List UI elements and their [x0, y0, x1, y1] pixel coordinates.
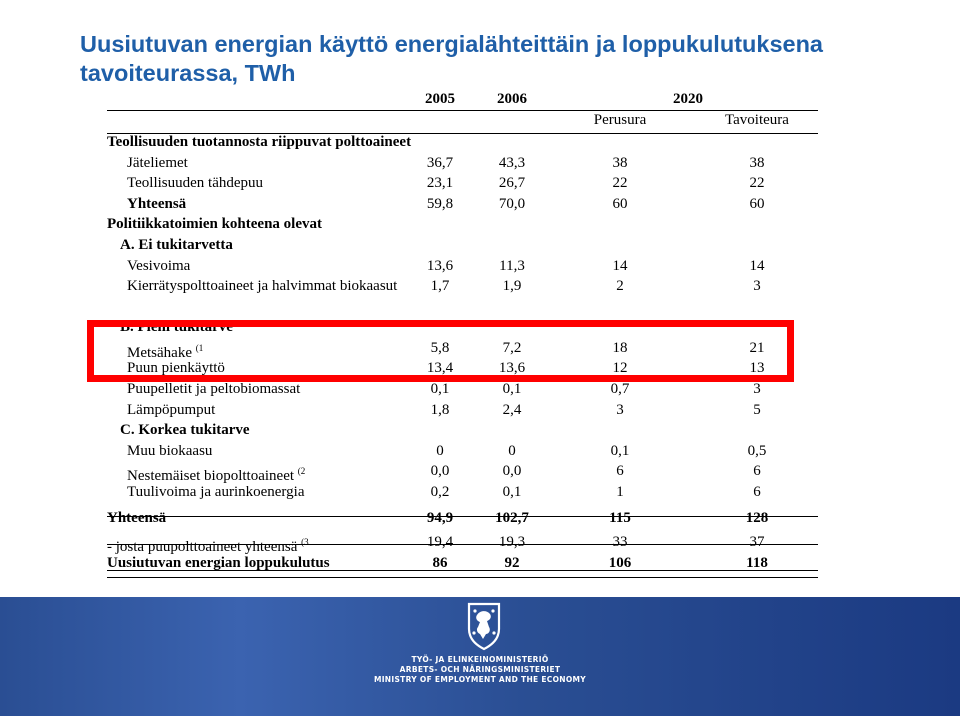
footnote-3: (3 [301, 536, 309, 547]
row-puun-pienkaytto: Puun pienkäyttö 13,4 13,6 12 13 [127, 360, 765, 377]
nestemaiset-label: Nestemäiset biopolttoaineet [127, 468, 295, 485]
metsahake-label: Metsähake [127, 344, 192, 361]
group-a: A. Ei tukitarvetta [120, 236, 233, 253]
section-teollisuus: Teollisuuden tuotannosta riippuvat polttoaineet [107, 134, 412, 150]
row-muu-biokaasu: Muu biokaasu 0 0 0,1 0,5 [127, 442, 767, 459]
row-lampopumput: Lämpöpumput 1,8 2,4 3 5 [127, 401, 761, 418]
row-jateliemet: Jäteliemet 36,7 43,3 38 38 [127, 154, 765, 171]
title-line-1: Uusiutuvan energian käyttö energialähteittäin ja loppukulutuksena [80, 31, 824, 57]
header-tavoiteura: Tavoiteura [725, 112, 789, 128]
footnote-2: (2 [297, 466, 306, 477]
ministry-footer [0, 597, 960, 716]
row-loppukulutus: Uusiutuvan energian loppukulutus 86 92 106 118 [107, 555, 768, 572]
row-yhteensa-teollisuus: Yhteensä 59,8 70,0 60 60 [127, 195, 765, 212]
footer-line-1: TYÖ- JA ELINKEINOMINISTERIÖ [411, 655, 549, 664]
row-nestemaiset-biopolttoaineet: Nestemäiset biopolttoaineet $^{(2}$ 0,0 0,0 6 6 [127, 463, 761, 485]
highlight-box [87, 320, 794, 382]
row-yhteensa-total: Yhteensä 94,9 102,7 115 128 [107, 509, 769, 526]
header-years-row [107, 89, 818, 110]
page-title [80, 30, 900, 88]
row-josta-puupolttoaineet: - josta puupolttoaineet yhteensä $^{(3}$ 19,4 19,3 33 37 [107, 533, 765, 555]
footer-line-3: MINISTRY OF EMPLOYMENT AND THE ECONOMY [373, 675, 587, 684]
table-bottom-rule [107, 577, 818, 578]
josta-label: - josta puupolttoaineet yhteensä [107, 538, 298, 555]
row-tahdepuu: Teollisuuden tähdepuu 23,1 26,7 22 22 [127, 175, 765, 192]
group-b: B. Pieni tukitarve [120, 319, 233, 336]
row-kierratyspolttoaineet: Kierrätyspolttoaineet ja halvimmat biokaasut 1,7 1,9 2 3 [127, 278, 761, 295]
row-vesivoima: Vesivoima 13,6 11,3 14 14 [127, 257, 765, 274]
row-metsahake: Metsähake $^{(1}$ 5,8 7,2 18 21 [127, 339, 765, 361]
ministry-lion-crest-icon [466, 601, 502, 651]
row-tuulivoima: Tuulivoima ja aurinkoenergia 0,2 0,1 1 6 [127, 483, 761, 500]
section-politiikkatoimet: Politiikkatoimien kohteena olevat [107, 216, 322, 233]
header-perusura: Perusura [593, 112, 647, 128]
footnote-1: (1 [195, 342, 204, 353]
header-year-2006: 2006 [497, 91, 527, 107]
header-year-2005: 2005 [425, 91, 455, 107]
header-year-2020: 2020 [673, 91, 703, 107]
footer-line-2: ARBETS- OCH NÄRINGSMINISTERIET [399, 665, 561, 674]
header-scenarios-row [107, 110, 818, 132]
row-puupelletit: Puupelletit ja peltobiomassat 0,1 0,1 0,7 3 [127, 380, 761, 397]
title-line-2: tavoiteurassa, TWh [80, 60, 296, 86]
group-c: C. Korkea tukitarve [120, 422, 250, 439]
